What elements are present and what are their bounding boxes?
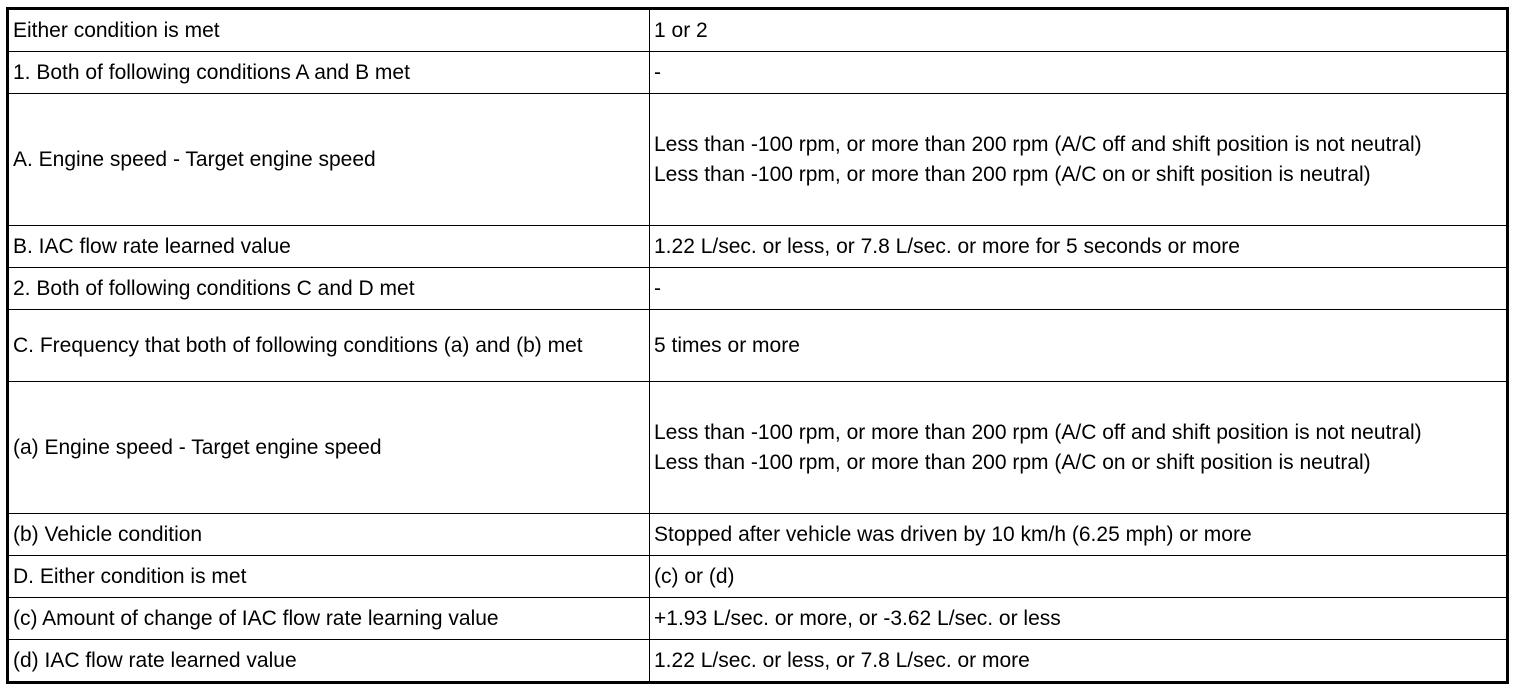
value-line: Less than -100 rpm, or more than 200 rpm (A/C off and shift position is not neutral) <box>654 132 1422 156</box>
table-row <box>8 52 1508 94</box>
value-line: Stopped after vehicle was driven by 10 km/h (6.25 mph) or more <box>654 522 1252 546</box>
table-row <box>8 598 1508 640</box>
value-cell <box>650 640 1508 683</box>
condition-cell: (b) Vehicle condition <box>8 514 650 556</box>
value-line: 1.22 L/sec. or less, or 7.8 L/sec. or more <box>654 648 1030 672</box>
condition-table <box>6 7 1509 684</box>
condition-cell: A. Engine speed - Target engine speed <box>8 94 650 226</box>
value-line: Less than -100 rpm, or more than 200 rpm (A/C off and shift position is not neutral) <box>654 420 1422 444</box>
table-row <box>8 94 1508 226</box>
value-line: - <box>654 276 661 300</box>
table-row <box>8 310 1508 382</box>
condition-cell: 2. Both of following conditions C and D met <box>8 268 650 310</box>
condition-cell: D. Either condition is met <box>8 556 650 598</box>
table-row <box>8 640 1508 683</box>
table-row <box>8 556 1508 598</box>
table-row <box>8 226 1508 268</box>
table-row <box>8 514 1508 556</box>
condition-cell: (d) IAC flow rate learned value <box>8 640 650 683</box>
value-line: 1.22 L/sec. or less, or 7.8 L/sec. or more for 5 seconds or more <box>654 234 1240 258</box>
condition-cell: 1. Both of following conditions A and B met <box>8 52 650 94</box>
value-line: 1 or 2 <box>654 18 708 42</box>
condition-cell: Either condition is met <box>8 9 650 52</box>
value-line: 5 times or more <box>654 333 800 357</box>
condition-cell: C. Frequency that both of following conditions (a) and (b) met <box>8 310 650 382</box>
value-cell <box>650 310 1508 382</box>
value-cell <box>650 382 1508 514</box>
table-row <box>8 9 1508 52</box>
value-cell <box>650 94 1508 226</box>
value-cell <box>650 556 1508 598</box>
condition-cell: (c) Amount of change of IAC flow rate learning value <box>8 598 650 640</box>
table-row <box>8 382 1508 514</box>
value-cell <box>650 598 1508 640</box>
value-line: (c) or (d) <box>654 564 735 588</box>
value-cell <box>650 52 1508 94</box>
value-line: +1.93 L/sec. or more, or -3.62 L/sec. or less <box>654 606 1061 630</box>
value-cell <box>650 226 1508 268</box>
document-page <box>6 7 1506 684</box>
condition-cell: B. IAC flow rate learned value <box>8 226 650 268</box>
value-cell <box>650 268 1508 310</box>
value-line: - <box>654 60 661 84</box>
value-cell <box>650 514 1508 556</box>
value-line: Less than -100 rpm, or more than 200 rpm (A/C on or shift position is neutral) <box>654 450 1371 474</box>
value-cell <box>650 9 1508 52</box>
value-line: Less than -100 rpm, or more than 200 rpm (A/C on or shift position is neutral) <box>654 162 1371 186</box>
table-row <box>8 268 1508 310</box>
condition-cell: (a) Engine speed - Target engine speed <box>8 382 650 514</box>
